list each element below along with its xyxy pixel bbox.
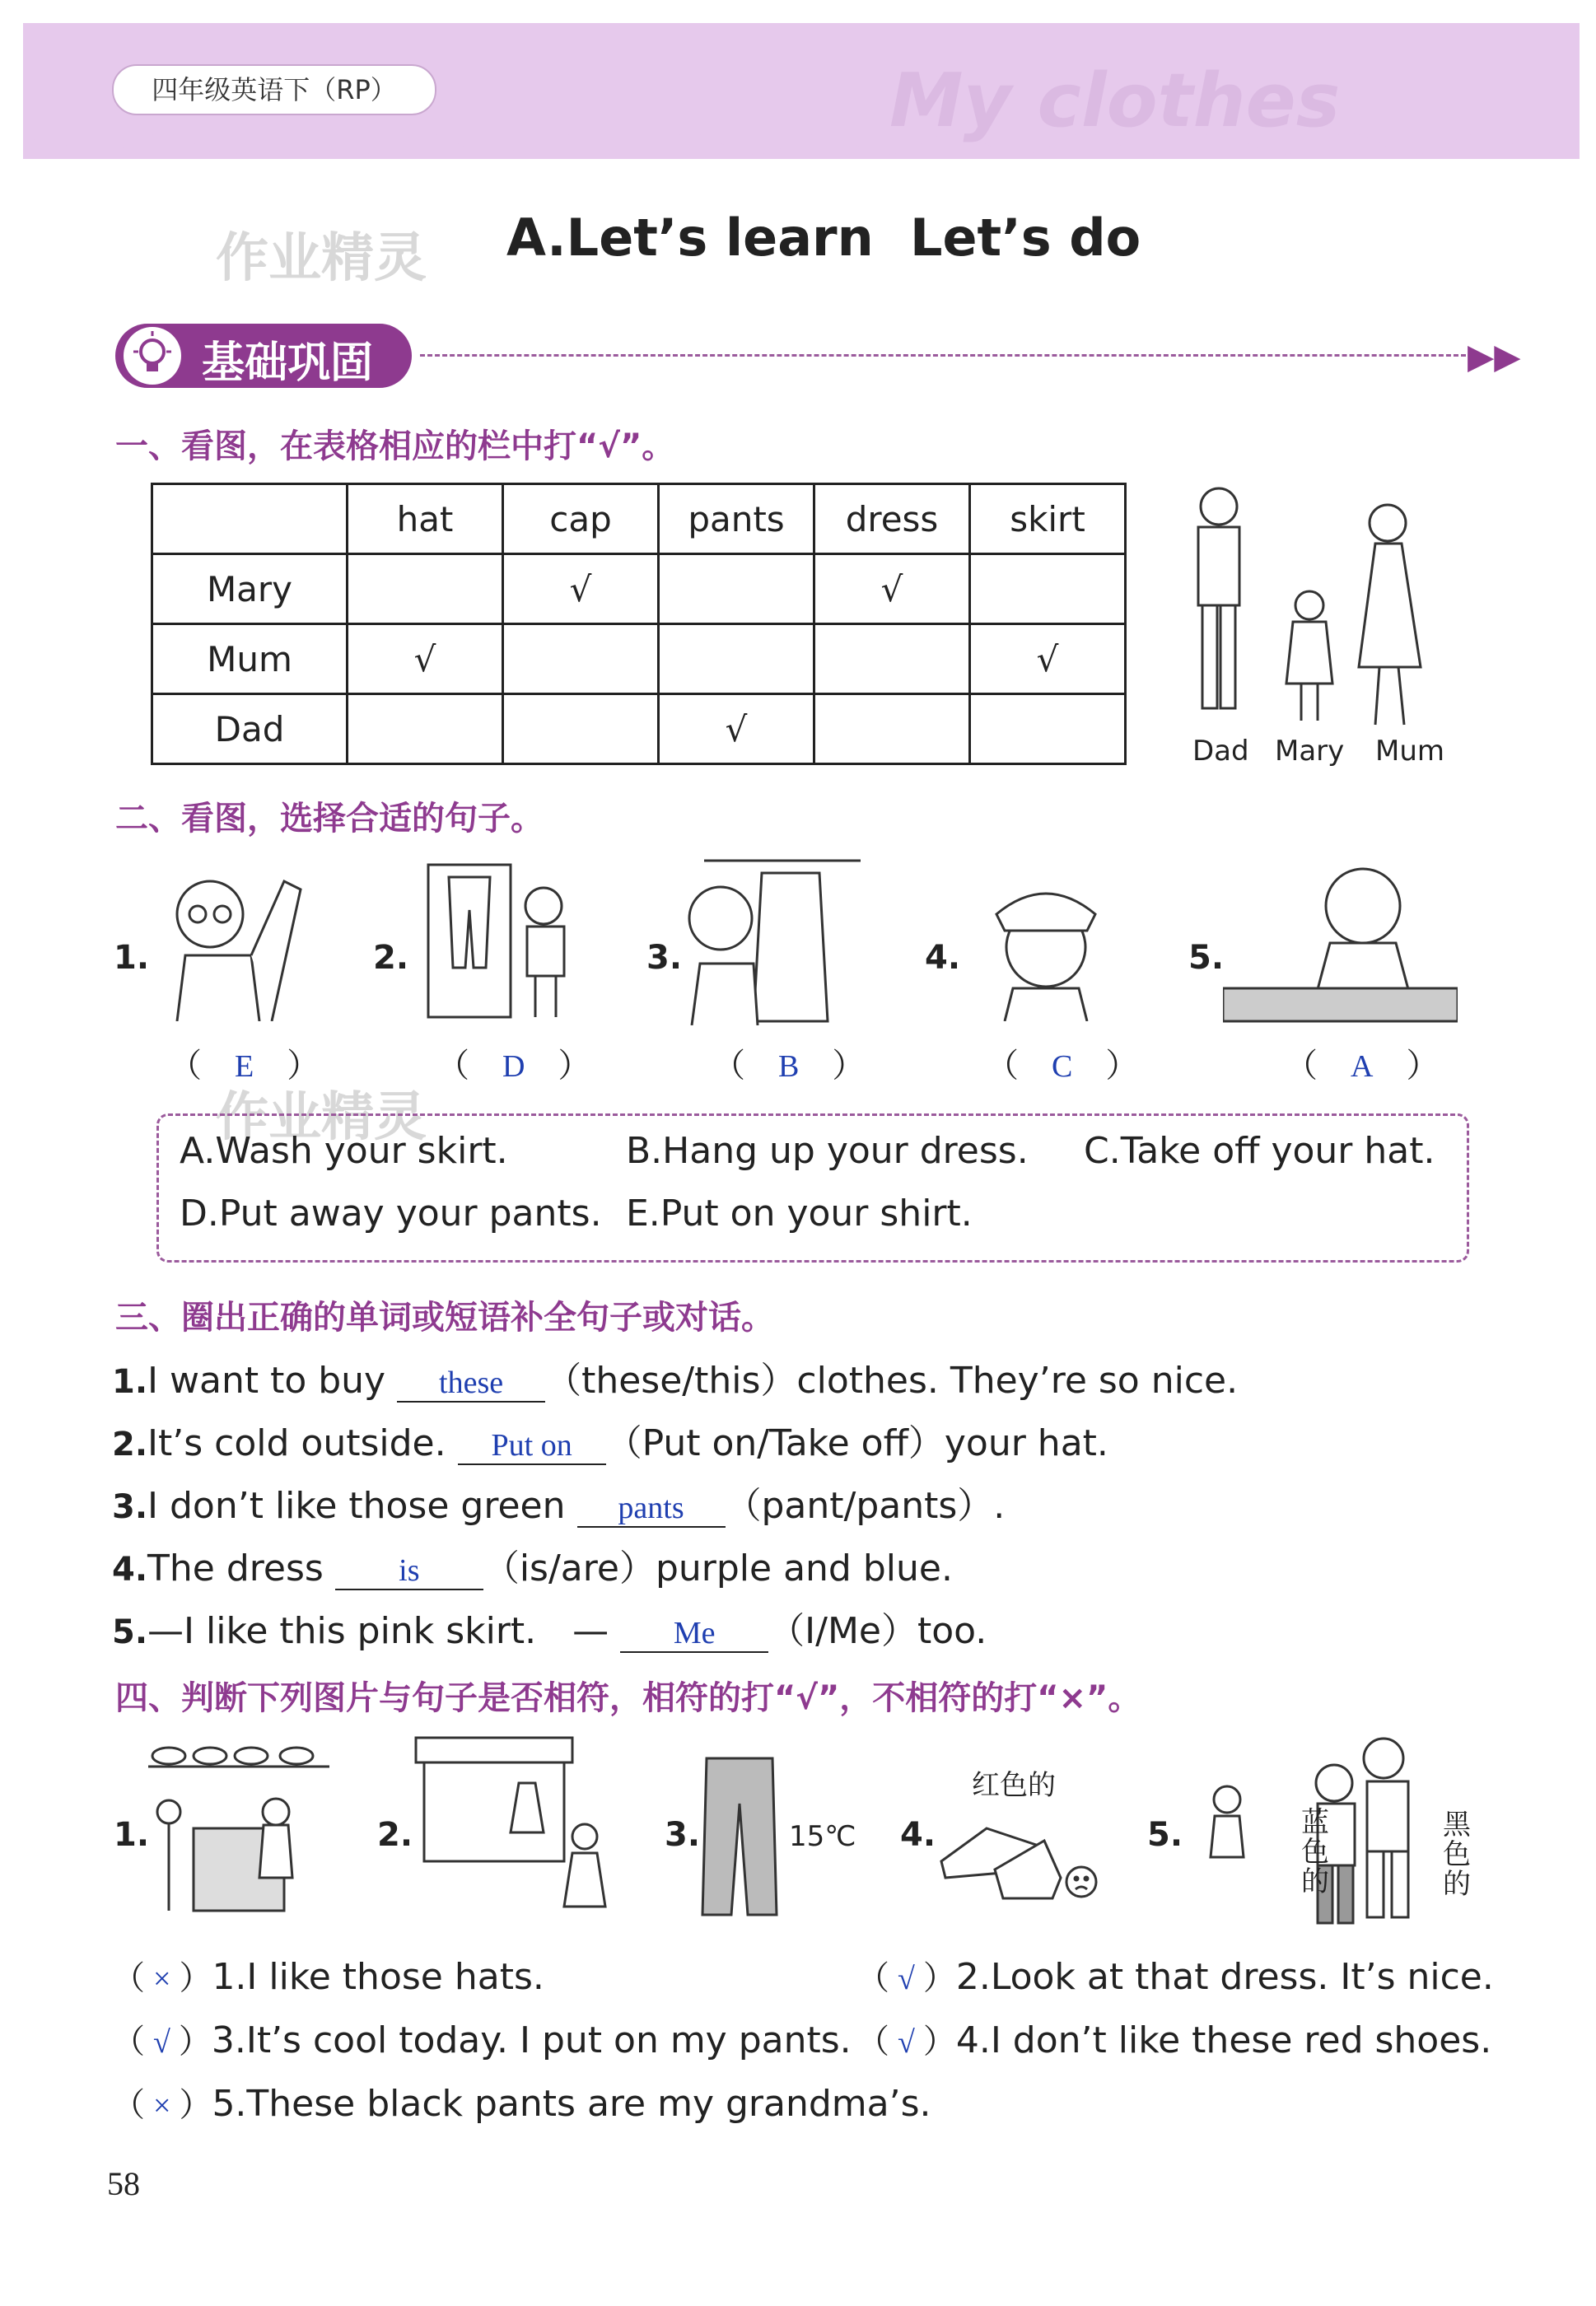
q4-statement bbox=[856, 2015, 1491, 2062]
option-a: A.Wash your skirt. bbox=[180, 1130, 508, 1172]
sentence-end: （Put on/Take off）your hat. bbox=[605, 1422, 1108, 1464]
woman-washing-skirt-picture bbox=[1223, 857, 1458, 1025]
q4-statement bbox=[112, 2015, 852, 2062]
q2-answer: B bbox=[778, 1049, 800, 1084]
answer-paren: （ √ ） bbox=[112, 2023, 212, 2060]
column-header: pants bbox=[659, 484, 814, 554]
check-cell[interactable]: √ bbox=[814, 554, 970, 624]
section-title: 基础巩固 bbox=[202, 338, 374, 388]
check-cell[interactable] bbox=[659, 624, 814, 694]
check-cell[interactable] bbox=[348, 554, 503, 624]
figure-label-mum: Mum bbox=[1375, 735, 1445, 768]
q4-heading: 四、判断下列图片与句子是否相符，相符的打“√”，不相符的打“×”。 bbox=[115, 1679, 1141, 1717]
lightbulb-icon bbox=[124, 327, 181, 385]
header-wave bbox=[23, 124, 1580, 181]
black-label: 黑色的 bbox=[1443, 1809, 1471, 1901]
q3-item-number: 4. bbox=[112, 1551, 148, 1589]
q2-item-number: 5. bbox=[1188, 939, 1225, 977]
q2-item-number: 3. bbox=[646, 939, 683, 977]
table-header-row bbox=[152, 484, 1126, 554]
answer-blank[interactable]: these bbox=[397, 1365, 545, 1403]
pants-picture bbox=[698, 1754, 781, 1919]
check-cell[interactable]: √ bbox=[970, 624, 1126, 694]
answer-blank[interactable]: Me bbox=[620, 1615, 768, 1653]
q3-sentence bbox=[112, 1351, 1238, 1403]
page-number: 58 bbox=[107, 2165, 140, 2202]
q2-item-number: 2. bbox=[373, 939, 409, 977]
table-row bbox=[152, 694, 1126, 764]
option-b: B.Hang up your dress. bbox=[626, 1130, 1029, 1172]
sentence-end: （these/this）clothes. They’re so nice. bbox=[545, 1360, 1239, 1402]
check-cell[interactable] bbox=[503, 694, 659, 764]
statement-text: 1.I like those hats. bbox=[212, 1956, 544, 1998]
figure-label-dad: Dad bbox=[1192, 735, 1249, 768]
q2-heading: 二、看图，选择合适的句子。 bbox=[115, 800, 544, 838]
check-cell[interactable]: √ bbox=[503, 554, 659, 624]
title-part1: A.Let’s learn bbox=[506, 208, 874, 268]
statement-text: 5.These black pants are my grandma’s. bbox=[212, 2083, 931, 2125]
girl-hanging-dress-picture bbox=[679, 857, 861, 1025]
check-cell[interactable] bbox=[503, 624, 659, 694]
temperature-label: 15℃ bbox=[789, 1820, 856, 1853]
answer-blank[interactable]: is bbox=[335, 1552, 483, 1590]
table-corner-cell bbox=[152, 484, 348, 554]
column-header: cap bbox=[503, 484, 659, 554]
q3-item-number: 1. bbox=[112, 1363, 148, 1401]
boy-taking-off-hat-picture bbox=[964, 873, 1128, 1021]
sentence-start: The dress bbox=[147, 1547, 324, 1589]
q2-answer-paren: （ E ） bbox=[169, 1047, 320, 1084]
statement-text: 2.Look at that dress. It’s nice. bbox=[955, 1956, 1494, 1998]
q3-sentence bbox=[112, 1476, 1005, 1529]
boy-putting-on-shirt-picture bbox=[161, 857, 313, 1021]
answer-blank[interactable]: Put on bbox=[458, 1427, 606, 1465]
q2-answer: E bbox=[235, 1049, 254, 1084]
sentence-start: I want to buy bbox=[147, 1360, 386, 1402]
q3-sentence bbox=[112, 1601, 987, 1654]
q2-answer: D bbox=[502, 1049, 525, 1084]
q4-pic-number: 5. bbox=[1147, 1816, 1183, 1854]
q1-table bbox=[151, 483, 1127, 765]
sentence-start: I don’t like those green bbox=[147, 1485, 566, 1527]
double-arrow-icon: ▶▶ bbox=[1468, 336, 1521, 376]
q2-answer-paren: （ C ） bbox=[986, 1047, 1139, 1084]
answer-paren: （ × ） bbox=[112, 1959, 212, 1996]
q3-heading: 三、圈出正确的单词或短语补全句子或对话。 bbox=[115, 1299, 774, 1337]
watermark: 作业精灵 bbox=[216, 1087, 427, 1148]
sentence-end: （I/Me）too. bbox=[768, 1610, 987, 1652]
q4-statement bbox=[856, 1952, 1494, 1999]
q2-answer-paren: （ B ） bbox=[712, 1047, 866, 1084]
row-name: Dad bbox=[152, 694, 348, 764]
watermark: 作业精灵 bbox=[216, 228, 427, 289]
row-name: Mary bbox=[152, 554, 348, 624]
check-cell[interactable] bbox=[659, 554, 814, 624]
table-row bbox=[152, 554, 1126, 624]
q2-answer-paren: （ D ） bbox=[436, 1047, 591, 1084]
answer-mark[interactable]: × bbox=[153, 1962, 171, 1996]
banner-ghost-text: My clothes bbox=[889, 58, 1341, 144]
q2-answer: A bbox=[1351, 1049, 1374, 1084]
q4-statement bbox=[112, 1952, 544, 1999]
figure-label-mary: Mary bbox=[1275, 735, 1345, 768]
sentence-start: —I like this pink skirt. — bbox=[147, 1610, 609, 1652]
answer-paren: （ √ ） bbox=[856, 2023, 956, 2060]
option-c: C.Take off your hat. bbox=[1084, 1130, 1435, 1172]
table-row bbox=[152, 624, 1126, 694]
title-part2: Let’s do bbox=[910, 208, 1141, 268]
answer-mark[interactable]: × bbox=[153, 2089, 171, 2123]
section-divider bbox=[420, 354, 1466, 357]
column-header: dress bbox=[814, 484, 970, 554]
red-label: 红色的 bbox=[972, 1769, 1056, 1802]
q2-answer-paren: （ A ） bbox=[1285, 1047, 1440, 1084]
q4-pic-number: 3. bbox=[665, 1816, 701, 1854]
option-e: E.Put on your shirt. bbox=[626, 1193, 973, 1235]
hat-shop-picture bbox=[144, 1738, 334, 1923]
q3-sentence bbox=[112, 1538, 953, 1591]
blue-label: 蓝色的 bbox=[1301, 1806, 1329, 1898]
q4-pic-number: 4. bbox=[900, 1816, 936, 1854]
sentence-end: （is/are）purple and blue. bbox=[483, 1547, 953, 1589]
statement-text: 4.I don’t like these red shoes. bbox=[955, 2019, 1492, 2061]
answer-paren: （ √ ） bbox=[856, 1959, 956, 1996]
statement-text: 3.It’s cool today. I put on my pants. bbox=[211, 2019, 852, 2061]
q3-item-number: 3. bbox=[112, 1488, 148, 1526]
column-header: skirt bbox=[970, 484, 1126, 554]
q4-statement bbox=[112, 2079, 931, 2126]
q3-item-number: 5. bbox=[112, 1613, 148, 1651]
check-cell[interactable] bbox=[348, 694, 503, 764]
q2-item-number: 4. bbox=[925, 939, 961, 977]
boy-putting-away-pants-picture bbox=[404, 861, 581, 1021]
answer-mark[interactable]: √ bbox=[898, 2025, 915, 2060]
check-cell[interactable] bbox=[970, 694, 1126, 764]
q3-sentence bbox=[112, 1413, 1108, 1466]
dress-shop-picture bbox=[412, 1734, 614, 1935]
q4-pic-number: 1. bbox=[114, 1816, 150, 1854]
q1-heading: 一、看图，在表格相应的栏中打“√”。 bbox=[115, 427, 675, 465]
check-cell[interactable]: √ bbox=[659, 694, 814, 764]
q3-item-number: 2. bbox=[112, 1426, 148, 1463]
q4-pic-number: 2. bbox=[377, 1816, 413, 1854]
check-cell[interactable] bbox=[814, 694, 970, 764]
row-name: Mum bbox=[152, 624, 348, 694]
answer-mark[interactable]: √ bbox=[153, 2025, 170, 2060]
shoes-picture bbox=[937, 1804, 1102, 1902]
q2-answer: C bbox=[1052, 1049, 1073, 1084]
q2-item-number: 1. bbox=[114, 939, 150, 977]
check-cell[interactable] bbox=[970, 554, 1126, 624]
check-cell[interactable] bbox=[814, 624, 970, 694]
answer-blank[interactable]: pants bbox=[577, 1490, 726, 1528]
sentence-start: It’s cold outside. bbox=[147, 1422, 446, 1464]
grade-label: 四年级英语下（RP） bbox=[112, 64, 436, 115]
answer-paren: （ × ） bbox=[112, 2086, 212, 2123]
answer-mark[interactable]: √ bbox=[898, 1962, 915, 1996]
check-cell[interactable]: √ bbox=[348, 624, 503, 694]
family-illustration bbox=[1178, 482, 1449, 754]
column-header: hat bbox=[348, 484, 503, 554]
sentence-end: （pant/pants）. bbox=[725, 1485, 1006, 1527]
option-d: D.Put away your pants. bbox=[180, 1193, 602, 1235]
